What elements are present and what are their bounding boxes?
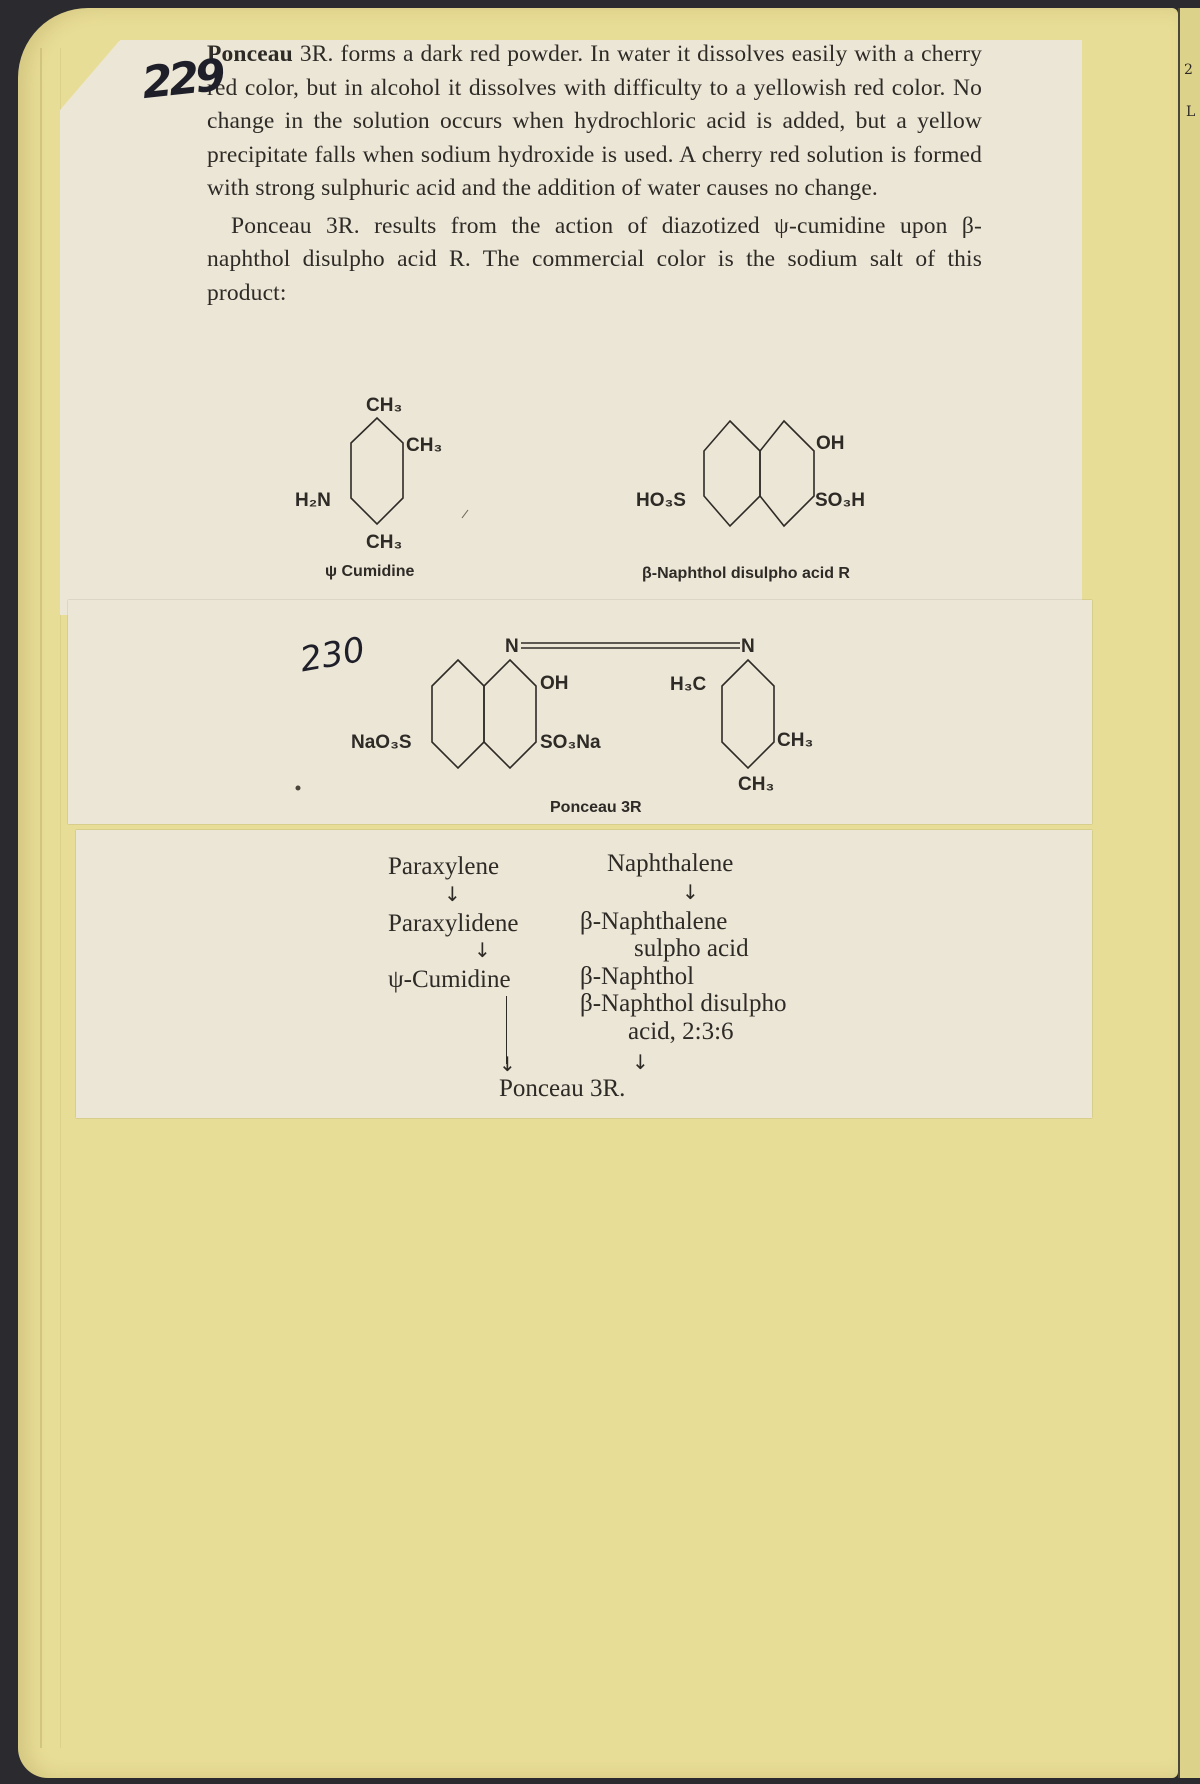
naphthol-left-so3h: HO₃S [636, 490, 686, 511]
scheme-naphthol-disulpho-1: β-Naphthol disulpho [580, 990, 787, 1017]
handwritten-number-230: 230 [297, 629, 368, 681]
handwritten-number-229: 229 [139, 49, 225, 110]
arrow-down-icon: ↓ [499, 1052, 516, 1076]
ponceau-naph-ring-left [432, 660, 484, 768]
ponceau-h3c: H₃C [670, 674, 707, 695]
dye-name-lead: Ponceau [207, 41, 293, 67]
ponceau-naph-ring-right [484, 660, 536, 768]
ponceau-so3na: SO₃Na [540, 732, 601, 753]
speck [296, 786, 301, 791]
arrow-down-icon: ↓ [632, 1050, 649, 1074]
edge-mark-2: L [1186, 104, 1196, 120]
arrow-down-icon: ↓ [444, 882, 461, 906]
azo-n-right: N [741, 636, 755, 657]
ponceau-ch3-right: CH₃ [777, 730, 814, 751]
scheme-naphthalene-sulpho-1: β-Naphthalene [580, 908, 728, 935]
edge-mark-1: 2 [1184, 62, 1193, 78]
scheme-naphthol: β-Naphthol [580, 963, 695, 990]
ponceau-oh: OH [540, 673, 569, 694]
cumidine-top-ch3: CH₃ [366, 395, 403, 416]
naphthol-oh: OH [816, 433, 845, 454]
arrow-down-icon: ↓ [682, 880, 699, 904]
arrow-down-icon: ↓ [474, 938, 491, 962]
scheme-paraxylene: Paraxylene [388, 853, 500, 880]
naphthol-right-so3h: SO₃H [815, 490, 865, 511]
naphthol-caption: β-Naphthol disulpho acid R [642, 565, 850, 582]
cumidine-bottom-ch3: CH₃ [366, 532, 403, 553]
paragraph-synthesis: Ponceau 3R. results from the action of diazotized ψ-cumidine upon β-naphthol disulpho acid R. The commercial color is the sodium salt of this product: [207, 212, 982, 306]
cumidine-right-ch3: CH₃ [406, 435, 443, 456]
scheme-product: Ponceau 3R. [499, 1075, 626, 1102]
cumidine-amine: H₂N [295, 490, 331, 511]
scheme-cumidine: ψ-Cumidine [388, 966, 511, 993]
ponceau-nao3s: NaO₃S [351, 732, 412, 753]
scheme-naphthalene-sulpho-2: sulpho acid [634, 935, 749, 962]
scheme-naphthol-disulpho-2: acid, 2:3:6 [628, 1018, 734, 1045]
azo-n-left: N [505, 636, 519, 657]
ponceau-benzene-ring [722, 660, 774, 768]
ponceau-ch3-bottom: CH₃ [738, 774, 775, 795]
scheme-naphthalene: Naphthalene [607, 850, 734, 877]
cumidine-caption: ψ Cumidine [325, 563, 415, 580]
paragraph-properties-body: 3R. forms a dark red powder. In water it dissolves easily with a cherry red color, but in alcohol it dissolves with difficulty to a yellowish red color. No change in the solution occurs when hydrochloric acid is added, but a yellow precipitate falls when sodium hydroxide is used. A cherry red solution is formed with strong sulphuric acid and the addition of water causes no change. [207, 41, 982, 201]
scheme-paraxylidene: Paraxylidene [388, 910, 519, 937]
ponceau-caption: Ponceau 3R [550, 799, 642, 816]
